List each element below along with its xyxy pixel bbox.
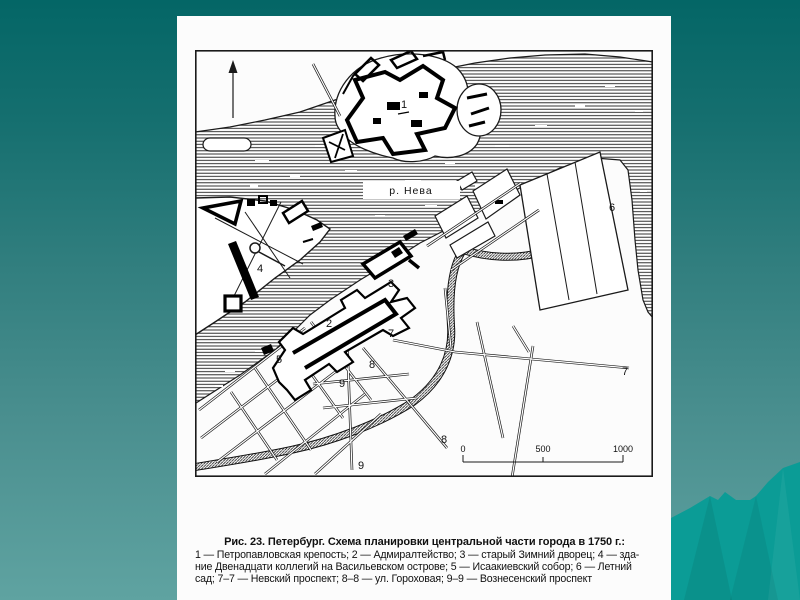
river-label xyxy=(363,181,460,199)
caption-line: 1 — Петропавловская крепость; 2 — Адмиралтейство; 3 — старый Зимний дворец; 4 — зда- xyxy=(195,549,640,561)
label-gorokhovaya-start: 8 xyxy=(369,359,376,371)
figure-panel xyxy=(177,16,671,600)
label-voznesensky-start: 9 xyxy=(339,378,346,390)
map-figure xyxy=(195,50,653,477)
label-winter-palace: 3 xyxy=(388,278,395,290)
label-nevsky-end: 7 xyxy=(622,366,629,378)
label-voznesensky-end: 9 xyxy=(358,460,365,472)
island-rond-point xyxy=(250,243,260,253)
scale-zero: 0 xyxy=(460,444,466,454)
scale-middle: 500 xyxy=(535,444,551,454)
label-summer-garden: 6 xyxy=(609,202,616,214)
label-collegia: 4 xyxy=(257,263,264,275)
figure-caption xyxy=(195,536,654,585)
caption-line: сад; 7–7 — Невский проспект; 8–8 — ул. Гороховая; 9–9 — Вознесенский проспект xyxy=(195,572,592,585)
scale-end: 1000 xyxy=(612,444,634,454)
label-gorokhovaya-end: 8 xyxy=(441,434,448,446)
scale-bar xyxy=(460,444,633,462)
north-arrow-icon xyxy=(229,60,238,118)
label-isaac: 5 xyxy=(276,354,283,366)
caption-line: ние Двенадцати коллегий на Васильевском острове; 5 — Исаакиевский собор; 6 — Летний xyxy=(195,560,632,573)
label-admiralty: 2 xyxy=(326,318,333,330)
label-fortress: 1 xyxy=(401,99,408,111)
river-label-text: р. Нева xyxy=(389,185,433,197)
gostiny-dvor-building xyxy=(225,296,241,311)
small-island xyxy=(203,138,251,151)
label-nevsky-start: 7 xyxy=(388,328,395,340)
caption-title: Рис. 23. Петербург. Схема планировки центральной части города в 1750 г.: xyxy=(224,536,625,548)
mountain-decoration xyxy=(660,460,800,600)
